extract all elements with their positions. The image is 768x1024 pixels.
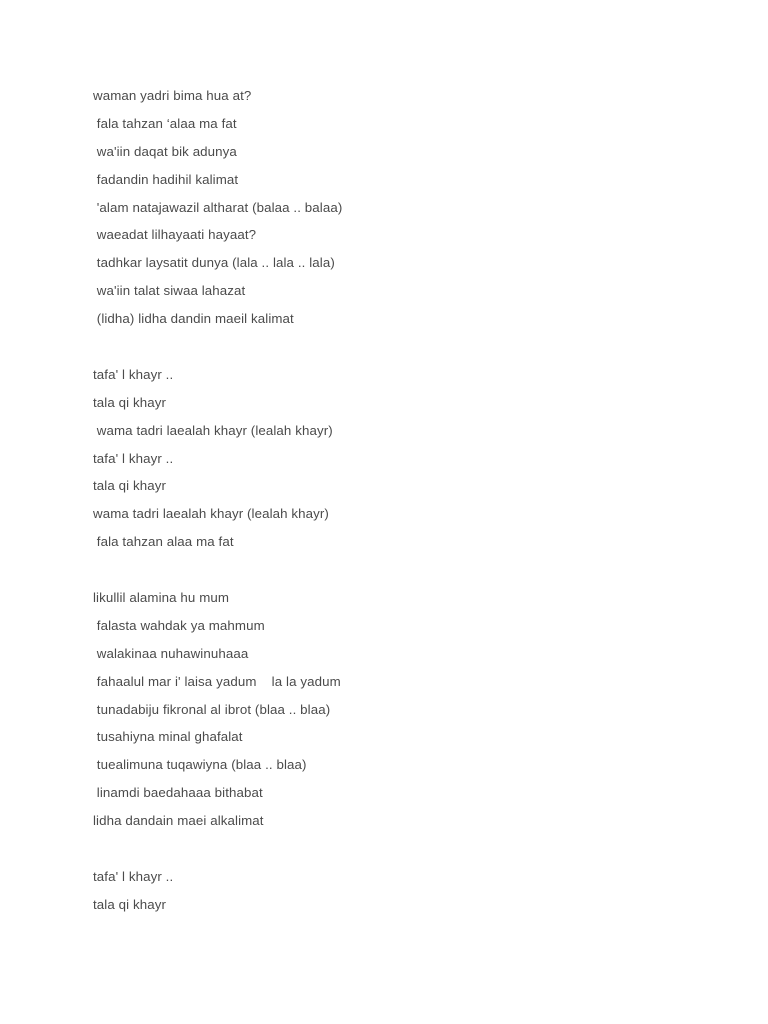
stanza-break <box>93 835 733 863</box>
lyric-line: fadandin hadihil kalimat <box>93 171 239 187</box>
lyric-line: tunadabiju fikronal al ibrot (blaa .. blaa) <box>93 701 331 717</box>
lyric-line: fahaalul mar i' laisa yadum la la yadum <box>93 673 341 689</box>
lyric-line: tafa' l khayr .. <box>93 450 174 466</box>
lyric-line: tala qi khayr <box>93 478 166 494</box>
lyric-line: (lidha) lidha dandin maeil kalimat <box>93 311 294 327</box>
lyric-line: tuealimuna tuqawiyna (blaa .. blaa) <box>93 757 307 773</box>
lyric-line: tafa' l khayr .. <box>93 868 174 884</box>
lyric-line: wa'iin talat siwaa lahazat <box>93 283 246 299</box>
lyric-line: wama tadri laealah khayr (lealah khayr) <box>93 422 333 438</box>
lyric-line: 'alam natajawazil altharat (balaa .. balaa) <box>93 199 343 215</box>
lyric-line: tala qi khayr <box>93 394 166 410</box>
lyric-line: likullil alamina hu mum <box>93 590 230 606</box>
stanza-break <box>93 556 733 584</box>
lyric-line: tusahiyna minal ghafalat <box>93 729 243 745</box>
lyric-line: lidha dandain maei alkalimat <box>93 813 264 829</box>
lyric-line: falasta wahdak ya mahmum <box>93 617 265 633</box>
lyric-line: waman yadri bima hua at? <box>93 88 252 103</box>
lyric-line: tadhkar laysatit dunya (lala .. lala .. lala) <box>93 255 335 271</box>
stanza-break <box>93 333 733 361</box>
lyric-line: fala tahzan ‘alaa ma fat <box>93 115 237 131</box>
lyric-line: tafa' l khayr .. <box>93 366 174 382</box>
lyric-line: fala tahzan alaa ma fat <box>93 534 234 550</box>
lyric-line: walakinaa nuhawinuhaaa <box>93 645 249 661</box>
lyric-line: linamdi baedahaaa bithabat <box>93 785 263 801</box>
lyric-line: wama tadri laealah khayr (lealah khayr) <box>93 506 329 522</box>
lyrics-document <box>93 82 733 919</box>
lyric-line: tala qi khayr <box>93 896 166 912</box>
lyric-line: wa'iin daqat bik adunya <box>93 143 237 159</box>
lyric-line: waeadat lilhayaati hayaat? <box>93 227 257 243</box>
